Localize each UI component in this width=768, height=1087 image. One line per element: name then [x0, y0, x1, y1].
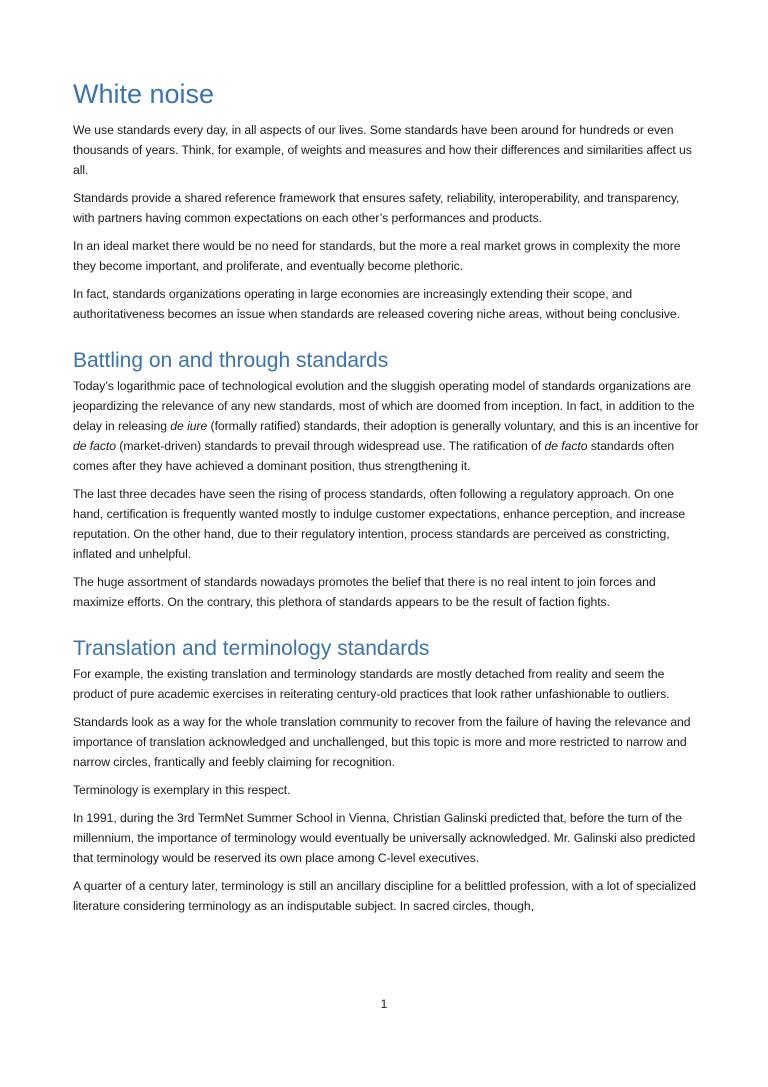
page-number: 1 [380, 997, 388, 1011]
paragraph [73, 712, 701, 772]
paragraph-text: For example, the existing translation and terminology standards are mostly detached from reality and seem the product of pure academic exercises in reiterating century-old practices that look rather unfashionable to outliers. [73, 667, 670, 701]
section-heading-white-noise: White noise [73, 79, 215, 109]
paragraph-text: (market-driven) standards to prevail through widespread use. The ratification of [115, 439, 545, 453]
paragraph [73, 376, 701, 476]
paragraph-text: In an ideal market there would be no need for standards, but the more a real market grows in complexity the more they become important, and proliferate, and eventually become plethoric. [73, 239, 681, 273]
paragraph-text: Standards provide a shared reference framework that ensures safety, reliability, interoperability, and transparency, with partners having common expectations on each other’s performances and products. [73, 191, 680, 225]
paragraph [73, 664, 701, 704]
paragraph [73, 484, 701, 564]
paragraph-text: The huge assortment of standards nowadays promotes the belief that there is no real intent to join forces and maximize efforts. On the contrary, this plethora of standards appears to be the result of faction fights. [73, 575, 656, 609]
paragraph-text: We use standards every day, in all aspects of our lives. Some standards have been around for hundreds or even thousands of years. Think, for example, of weights and measures and how their differences and similarities affect us all. [73, 123, 692, 177]
italic-term: de facto [544, 439, 588, 453]
italic-term: de facto [73, 439, 116, 453]
paragraph [73, 120, 701, 180]
paragraph [73, 876, 701, 916]
paragraph-text: Terminology is exemplary in this respect. [73, 783, 291, 797]
document-page [73, 72, 701, 924]
section-heading-translation-terminology: Translation and terminology standards [73, 637, 430, 660]
paragraph [73, 188, 701, 228]
paragraph-text: In 1991, during the 3rd TermNet Summer School in Vienna, Christian Galinski predicted that, before the turn of the millennium, the importance of terminology would eventually be universally acknowledged. Mr. Galinski also predicted that terminology would be reserved its own place among C-level executives. [73, 811, 696, 865]
paragraph [73, 808, 701, 868]
paragraph-text: Today’s logarithmic pace of technological evolution and the sluggish operating model of standards organizations are jeopardizing the relevance of any new standards, most of which are doomed from inception. In fact, in addition to the delay in releasing [73, 379, 695, 433]
paragraph-text: A quarter of a century later, terminology is still an ancillary discipline for a belittled profession, with a lot of specialized literature considering terminology as an indisputable subject. In sacred circles, though, [73, 879, 696, 913]
paragraph-text: In fact, standards organizations operating in large economies are increasingly extending their scope, and authoritativeness becomes an issue when standards are released covering niche areas, without being conclusive. [73, 287, 680, 321]
paragraph-text: (formally ratified) standards, their adoption is generally voluntary, and this is an incentive for [207, 419, 699, 433]
paragraph [73, 236, 701, 276]
section-heading-battling: Battling on and through standards [73, 349, 389, 372]
paragraph-text: Standards look as a way for the whole translation community to recover from the failure of having the relevance and importance of translation acknowledged and unchallenged, but this topic is more and more restricted to narrow and narrow circles, frantically and feebly claiming for recognition. [73, 715, 691, 769]
italic-term: de iure [170, 419, 208, 433]
paragraph-text: standards often comes after they have achieved a dominant position, thus strengthening it. [73, 439, 675, 473]
paragraph [73, 780, 701, 800]
paragraph [73, 284, 701, 324]
paragraph [73, 572, 701, 612]
paragraph-text: The last three decades have seen the rising of process standards, often following a regulatory approach. On one hand, certification is frequently wanted mostly to indulge customer expectations, enhance perception, and increase reputation. On the other hand, due to their regulatory intention, process standards are perceived as constricting, inflated and unhelpful. [73, 487, 686, 561]
